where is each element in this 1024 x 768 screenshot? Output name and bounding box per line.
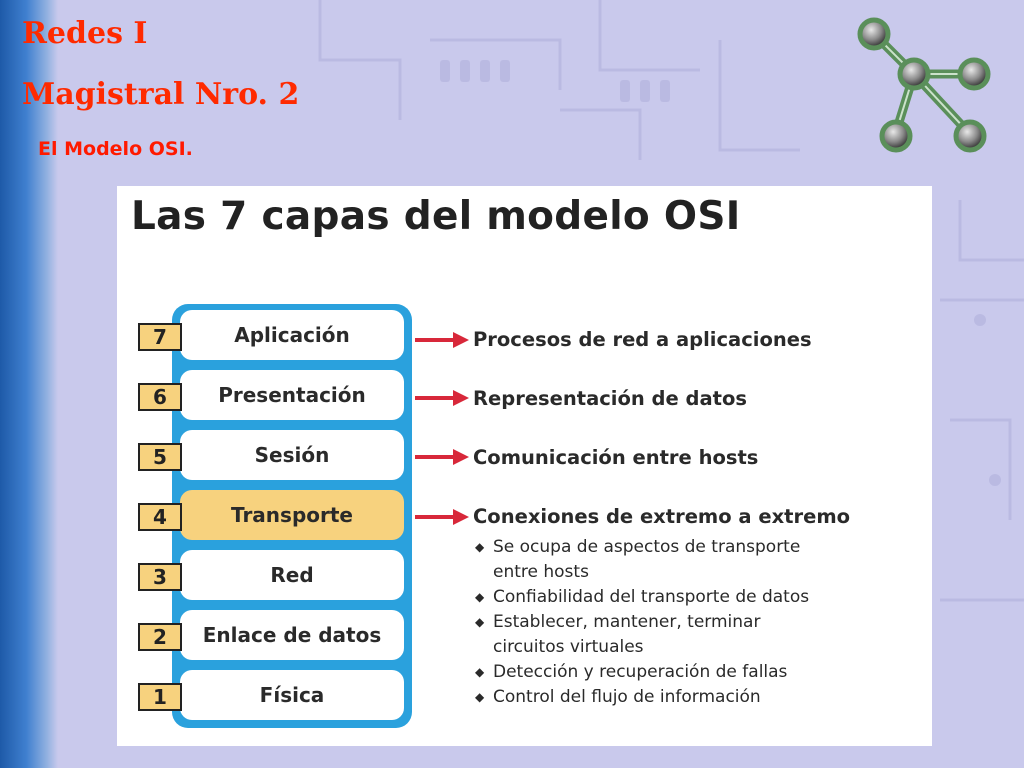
- slide-title: Las 7 capas del modelo OSI: [131, 194, 741, 239]
- bullet-text: Se ocupa de aspectos de transporte: [493, 537, 801, 557]
- layer-7-number: 7: [138, 323, 182, 351]
- osi-layer-stack: [172, 304, 412, 728]
- diamond-bullet-icon: ◆: [475, 665, 485, 679]
- network-nodes-icon: [850, 12, 1000, 162]
- layer-6-number: 6: [138, 383, 182, 411]
- list-item: [475, 685, 809, 710]
- bullet-text: Confiabilidad del transporte de datos: [493, 587, 810, 607]
- title-line-1: Redes I: [22, 16, 148, 51]
- right-arrow-icon: [415, 509, 469, 525]
- diamond-bullet-icon: ◆: [475, 690, 485, 704]
- bullet-text: Control del flujo de información: [493, 687, 761, 707]
- layer-3-box: Red: [180, 550, 404, 600]
- layer-4-box: Transporte: [180, 490, 404, 540]
- layer-5-box: Sesión: [180, 430, 404, 480]
- layer-7-description: Procesos de red a aplicaciones: [473, 328, 812, 351]
- right-arrow-icon: [415, 332, 469, 348]
- layer-3-number: 3: [138, 563, 182, 591]
- right-arrow-icon: [415, 449, 469, 465]
- layer-4-number: 4: [138, 503, 182, 531]
- list-item: [475, 535, 809, 585]
- layer-1-box: Física: [180, 670, 404, 720]
- diamond-bullet-icon: ◆: [475, 590, 485, 604]
- layer-2-box: Enlace de datos: [180, 610, 404, 660]
- bullet-text-continued: circuitos virtuales: [493, 637, 644, 657]
- diamond-bullet-icon: ◆: [475, 540, 485, 554]
- list-item: [475, 660, 809, 685]
- layer-1-number: 1: [138, 683, 182, 711]
- layer-5-description: Comunicación entre hosts: [473, 446, 759, 469]
- layer-6-box: Presentación: [180, 370, 404, 420]
- osi-slide-image: [117, 186, 932, 746]
- title-line-2: Magistral Nro. 2: [22, 77, 300, 112]
- layer-4-description: Conexiones de extremo a extremo: [473, 505, 851, 528]
- layer-7-box: Aplicación: [180, 310, 404, 360]
- layer-2-number: 2: [138, 623, 182, 651]
- transport-bullet-list: [475, 535, 809, 710]
- list-item: [475, 610, 809, 660]
- bullet-text: Detección y recuperación de fallas: [493, 662, 788, 682]
- layer-6-description: Representación de datos: [473, 387, 747, 410]
- bullet-text: Establecer, mantener, terminar: [493, 612, 761, 632]
- diamond-bullet-icon: ◆: [475, 615, 485, 629]
- subtitle: El Modelo OSI.: [38, 138, 193, 160]
- layer-5-number: 5: [138, 443, 182, 471]
- list-item: [475, 585, 809, 610]
- right-arrow-icon: [415, 390, 469, 406]
- bullet-text-continued: entre hosts: [493, 562, 589, 582]
